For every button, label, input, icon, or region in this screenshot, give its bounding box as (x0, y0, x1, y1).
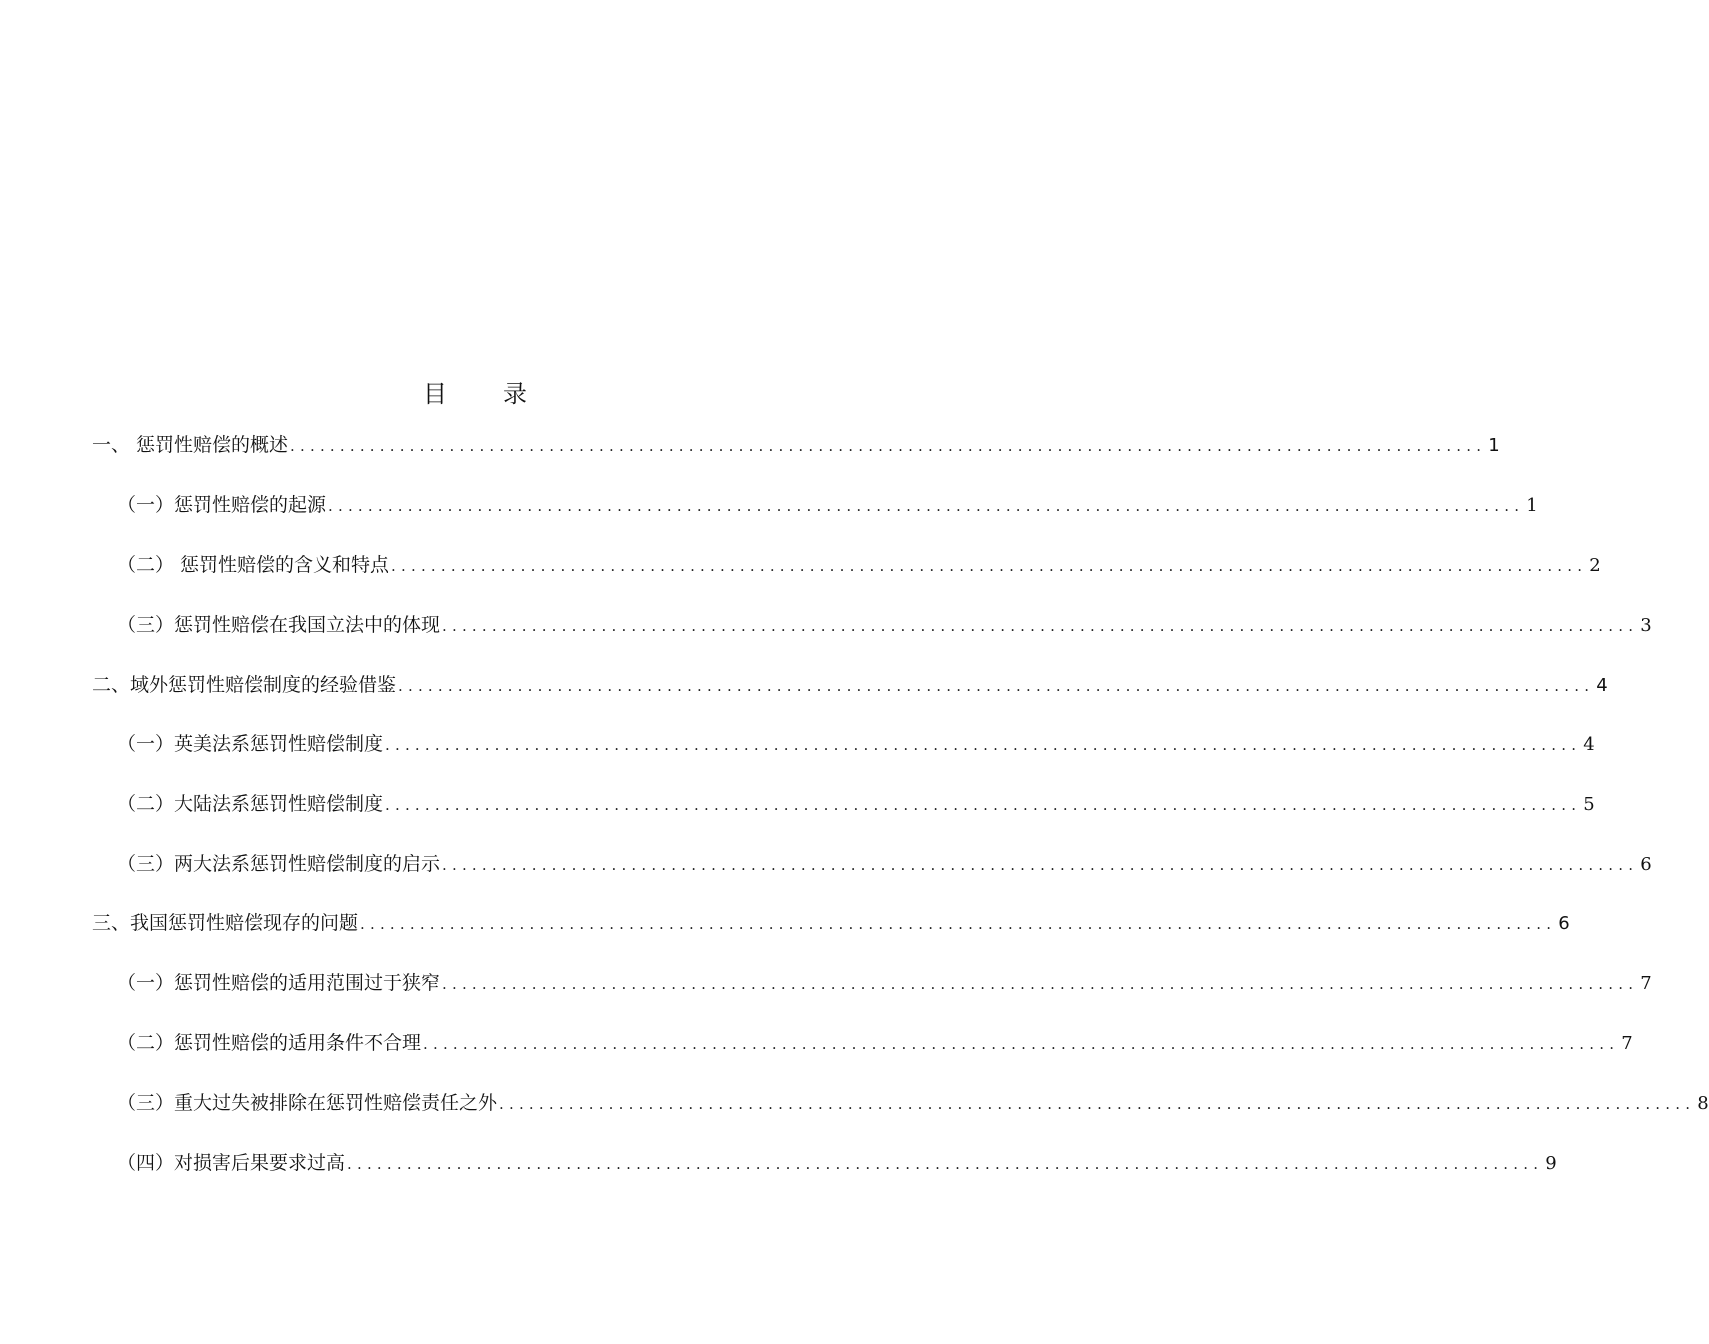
page-title (0, 376, 950, 412)
toc-entry-label: 一、 惩罚性赔偿的概述 (92, 434, 289, 456)
toc-entry-page: 4 (1596, 675, 1608, 696)
toc-entry-label: （三）惩罚性赔偿在我国立法中的体现 (117, 614, 441, 636)
toc-entry-page: 2 (1589, 555, 1601, 576)
toc-entry-page: 6 (1640, 854, 1652, 875)
dot-leader: ........................................................................................................................ (398, 677, 1595, 695)
toc-entry-page: 8 (1697, 1093, 1709, 1114)
toc-entry-1[interactable] (92, 430, 1500, 460)
toc-entry-label: 二、域外惩罚性赔偿制度的经验借鉴 (92, 674, 397, 696)
toc-entry-page: 6 (1558, 913, 1570, 934)
toc-entry-label: 三、我国惩罚性赔偿现存的问题 (92, 912, 359, 934)
toc-entry-label: （三）两大法系惩罚性赔偿制度的启示 (117, 853, 441, 875)
toc-entry-1-2[interactable] (117, 550, 1601, 580)
toc-entry-label: （一）英美法系惩罚性赔偿制度 (117, 733, 384, 755)
toc-entry-2[interactable] (92, 670, 1608, 700)
toc-entry-page: 1 (1526, 495, 1538, 516)
toc-entry-page: 3 (1640, 615, 1652, 636)
dot-leader: ........................................................................................................................ (423, 1035, 1620, 1053)
dot-leader: ........................................................................................................................ (385, 796, 1582, 814)
dot-leader: ........................................................................................................................ (442, 856, 1639, 874)
dot-leader: ........................................................................................................................ (347, 1155, 1544, 1173)
dot-leader: ........................................................................................................................ (328, 497, 1525, 515)
toc-entry-1-1[interactable] (117, 490, 1538, 520)
dot-leader: ........................................................................................................................ (360, 915, 1557, 933)
toc-entry-2-3[interactable] (117, 849, 1652, 879)
toc-entry-page: 1 (1488, 435, 1500, 456)
title-char-2: 录 (503, 380, 527, 408)
toc-entry-page: 5 (1583, 794, 1595, 815)
toc-entry-3[interactable] (92, 908, 1570, 938)
toc-entry-label: （四）对损害后果要求过高 (117, 1152, 346, 1174)
toc-entry-label: （二） 惩罚性赔偿的含义和特点 (117, 554, 390, 576)
toc-entry-2-1[interactable] (117, 729, 1595, 759)
toc-entry-page: 4 (1583, 734, 1595, 755)
dot-leader: ........................................................................................................................ (290, 437, 1487, 455)
toc-entry-3-3[interactable] (117, 1088, 1709, 1118)
toc-entry-label: （一）惩罚性赔偿的适用范围过于狭窄 (117, 972, 441, 994)
toc-entry-page: 7 (1640, 973, 1652, 994)
dot-leader: ........................................................................................................................ (385, 736, 1582, 754)
toc-entry-label: （三）重大过失被排除在惩罚性赔偿责任之外 (117, 1092, 498, 1114)
toc-entry-page: 9 (1545, 1153, 1557, 1174)
toc-entry-label: （二）大陆法系惩罚性赔偿制度 (117, 793, 384, 815)
dot-leader: ........................................................................................................................ (442, 617, 1639, 635)
title-char-1: 目 (423, 380, 447, 408)
toc-entry-label: （一）惩罚性赔偿的起源 (117, 494, 327, 516)
toc-entry-page: 7 (1621, 1033, 1633, 1054)
toc-entry-1-3[interactable] (117, 610, 1652, 640)
toc-entry-3-1[interactable] (117, 968, 1652, 998)
dot-leader: ........................................................................................................................ (442, 975, 1639, 993)
dot-leader: ........................................................................................................................ (391, 557, 1588, 575)
toc-entry-2-2[interactable] (117, 789, 1595, 819)
toc-entry-label: （二）惩罚性赔偿的适用条件不合理 (117, 1032, 422, 1054)
toc-entry-3-4[interactable] (117, 1148, 1557, 1178)
toc-entry-3-2[interactable] (117, 1028, 1633, 1058)
dot-leader: ........................................................................................................................ (499, 1095, 1696, 1113)
